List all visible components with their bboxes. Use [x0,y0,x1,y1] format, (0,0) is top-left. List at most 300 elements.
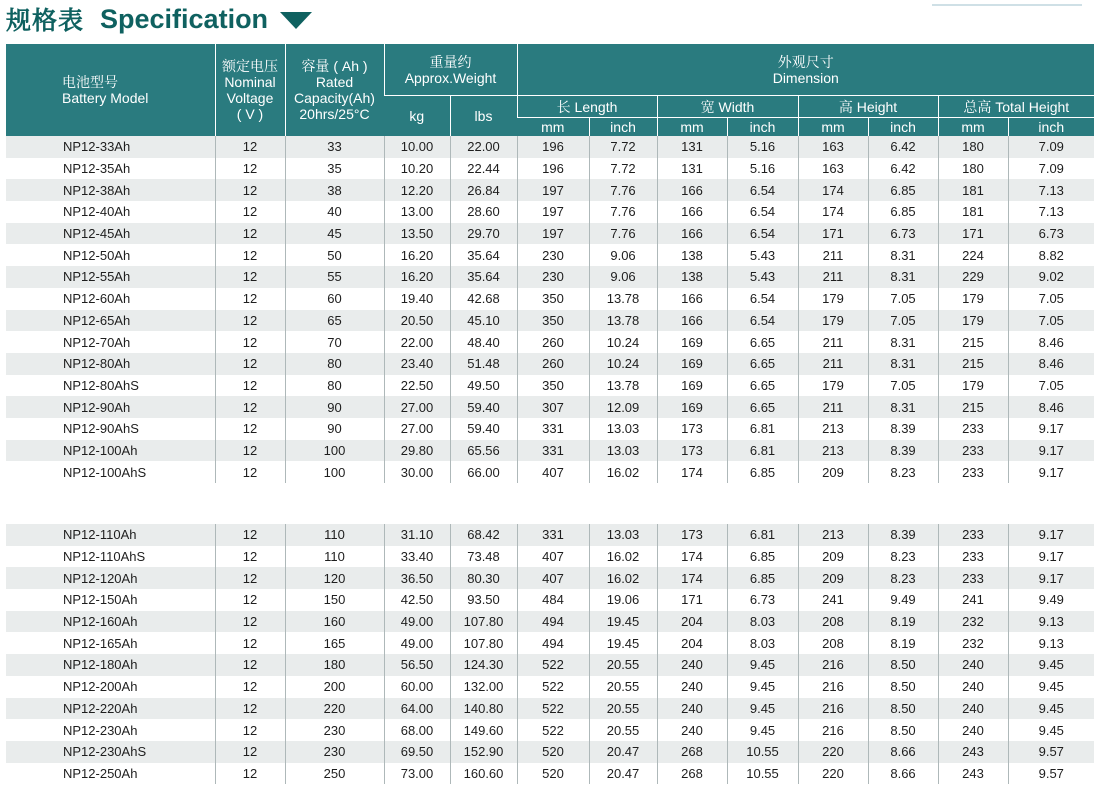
cell-capacity: 40 [285,201,384,223]
cell-weight-lbs: 152.90 [450,741,517,763]
cell-length-inch: 13.03 [589,524,657,546]
cell-weight-kg: 16.20 [384,244,450,266]
cell-width-inch: 6.65 [727,353,798,375]
cell-model: NP12-55Ah [6,266,215,288]
cell-length-mm: 350 [517,375,589,397]
cell-model: NP12-110AhS [63,549,146,565]
cell-length-mm: 522 [517,654,589,676]
table-row [6,223,1094,245]
header-battery-model: 电池型号 Battery Model [6,44,215,136]
table-row [6,676,1094,698]
cell-height-mm: 174 [798,179,868,201]
cell-length-inch: 9.06 [589,244,657,266]
cell-weight-lbs: 68.42 [450,524,517,546]
table-row [6,698,1094,720]
cell-height-mm: 216 [798,676,868,698]
cell-total-height-inch: 9.17 [1008,461,1094,483]
cell-weight-lbs: 66.00 [450,461,517,483]
cell-height-mm: 211 [798,331,868,353]
cell-weight-lbs: 124.30 [450,654,517,676]
table-row [6,396,1094,418]
cell-length-mm: 407 [517,546,589,568]
cell-total-height-inch: 7.05 [1008,375,1094,397]
cell-total-height-inch: 9.57 [1008,763,1094,785]
table-body [6,136,1094,784]
cell-voltage: 12 [215,201,285,223]
cell-weight-kg: 49.00 [384,611,450,633]
cell-weight-lbs: 160.60 [450,763,517,785]
cell-length-mm: 407 [517,461,589,483]
cell-weight-kg: 10.20 [384,158,450,180]
cell-length-inch: 16.02 [589,567,657,589]
triangle-down-icon [280,12,312,29]
cell-capacity: 100 [285,461,384,483]
cell-length-inch: 13.78 [589,288,657,310]
cell-total-height-inch: 9.45 [1008,719,1094,741]
cell-width-inch: 6.81 [727,524,798,546]
cell-weight-kg: 56.50 [384,654,450,676]
table-row [6,266,1094,288]
cell-model: NP12-250Ah [63,765,138,781]
cell-total-height-mm: 171 [938,223,1008,245]
cell-capacity: 80 [285,353,384,375]
table-row [6,310,1094,332]
cell-width-mm: 138 [657,244,727,266]
cell-width-mm: 240 [657,676,727,698]
cell-height-inch: 8.23 [868,567,938,589]
cell-length-mm: 350 [517,310,589,332]
cell-width-mm: 240 [657,698,727,720]
cell-capacity: 60 [285,288,384,310]
cell-weight-kg: 19.40 [384,288,450,310]
header-length-mm: mm [517,118,589,137]
cell-height-mm: 220 [798,741,868,763]
cell-weight-lbs: 26.84 [450,179,517,201]
table-row [6,179,1094,201]
cell-height-inch: 8.31 [868,244,938,266]
cell-weight-kg: 10.00 [384,136,450,158]
cell-voltage: 12 [215,546,285,568]
table-row [6,201,1094,223]
cell-width-inch: 6.81 [727,440,798,462]
cell-total-height-mm: 232 [938,632,1008,654]
cell-weight-lbs: 65.56 [450,440,517,462]
cell-total-height-inch: 9.13 [1008,611,1094,633]
cell-weight-kg: 13.00 [384,201,450,223]
header-length-inch: inch [589,118,657,137]
spec-table-container [6,44,1094,784]
cell-model: NP12-38Ah [6,179,215,201]
cell-total-height-mm: 179 [938,310,1008,332]
cell-total-height-inch: 7.09 [1008,136,1094,158]
cell-capacity: 150 [285,589,384,611]
cell-width-mm: 166 [657,179,727,201]
cell-total-height-mm: 215 [938,331,1008,353]
cell-total-height-mm: 224 [938,244,1008,266]
cell-weight-lbs: 45.10 [450,310,517,332]
table-header [6,44,1094,136]
cell-width-inch: 9.45 [727,719,798,741]
cell-voltage: 12 [215,266,285,288]
cell-capacity: 200 [285,676,384,698]
cell-height-inch: 8.50 [868,676,938,698]
cell-length-mm: 520 [517,763,589,785]
cell-height-mm: 216 [798,698,868,720]
cell-weight-kg: 42.50 [384,589,450,611]
cell-voltage: 12 [215,654,285,676]
cell-total-height-mm: 179 [938,288,1008,310]
cell-height-mm: 179 [798,310,868,332]
cell-height-inch: 8.23 [868,546,938,568]
cell-total-height-inch: 9.45 [1008,654,1094,676]
cell-model: NP12-65Ah [6,310,215,332]
header-nominal-voltage: 额定电压 Nominal Voltage ( V ) [215,44,285,136]
cell-length-mm: 522 [517,719,589,741]
cell-total-height-inch: 8.46 [1008,353,1094,375]
cell-width-inch: 10.55 [727,763,798,785]
cell-model: NP12-150Ah [63,592,138,608]
cell-capacity: 250 [285,763,384,785]
cell-height-inch: 6.42 [868,158,938,180]
cell-weight-kg: 30.00 [384,461,450,483]
cell-model: NP12-45Ah [6,223,215,245]
cell-capacity: 160 [285,611,384,633]
cell-height-mm: 211 [798,353,868,375]
cell-height-mm: 209 [798,567,868,589]
cell-width-inch: 5.16 [727,158,798,180]
cell-height-mm: 220 [798,763,868,785]
cell-length-mm: 331 [517,524,589,546]
cell-length-inch: 10.24 [589,331,657,353]
cell-length-mm: 307 [517,396,589,418]
cell-capacity: 100 [285,440,384,462]
cell-width-inch: 6.85 [727,546,798,568]
cell-length-inch: 7.76 [589,223,657,245]
cell-voltage: 12 [215,589,285,611]
cell-width-mm: 166 [657,223,727,245]
cell-height-mm: 211 [798,266,868,288]
table-row [6,546,1094,568]
header-width-mm: mm [657,118,727,137]
header-total-height-inch: inch [1008,118,1094,137]
cell-voltage: 12 [215,719,285,741]
cell-width-mm: 240 [657,654,727,676]
cell-length-inch: 13.78 [589,310,657,332]
cell-weight-lbs: 107.80 [450,632,517,654]
cell-height-inch: 6.73 [868,223,938,245]
cell-length-inch: 20.55 [589,698,657,720]
cell-width-inch: 5.43 [727,266,798,288]
header-dimension: 外观尺寸 Dimension [517,44,1094,96]
cell-total-height-mm: 181 [938,179,1008,201]
cell-width-mm: 169 [657,331,727,353]
cell-width-inch: 6.65 [727,331,798,353]
cell-width-mm: 171 [657,589,727,611]
cell-length-inch: 13.03 [589,440,657,462]
cell-weight-lbs: 51.48 [450,353,517,375]
cell-height-mm: 209 [798,546,868,568]
cell-length-inch: 20.47 [589,741,657,763]
cell-height-inch: 6.85 [868,179,938,201]
cell-total-height-mm: 241 [938,589,1008,611]
cell-model: NP12-165Ah [63,635,138,651]
cell-capacity: 230 [285,719,384,741]
cell-length-inch: 19.45 [589,611,657,633]
table-row [6,632,1094,654]
header-width: 宽 Width [657,96,798,118]
cell-width-inch: 6.54 [727,179,798,201]
cell-length-inch: 20.55 [589,654,657,676]
cell-weight-lbs: 22.44 [450,158,517,180]
cell-voltage: 12 [215,353,285,375]
cell-width-mm: 169 [657,353,727,375]
cell-height-inch: 7.05 [868,288,938,310]
cell-height-inch: 8.31 [868,353,938,375]
cell-total-height-mm: 179 [938,375,1008,397]
cell-height-mm: 209 [798,461,868,483]
cell-width-inch: 6.85 [727,461,798,483]
cell-weight-lbs: 93.50 [450,589,517,611]
cell-voltage: 12 [215,396,285,418]
cell-capacity: 70 [285,331,384,353]
cell-weight-kg: 12.20 [384,179,450,201]
cell-width-inch: 6.73 [727,589,798,611]
cell-model: NP12-70Ah [63,334,131,350]
cell-length-mm: 197 [517,223,589,245]
header-height-inch: inch [868,118,938,137]
cell-total-height-mm: 180 [938,136,1008,158]
cell-height-inch: 9.49 [868,589,938,611]
spec-table [6,44,1094,784]
cell-voltage: 12 [215,418,285,440]
table-row [6,353,1094,375]
cell-length-mm: 494 [517,632,589,654]
cell-weight-lbs: 149.60 [450,719,517,741]
cell-total-height-inch: 9.17 [1008,440,1094,462]
cell-weight-kg: 27.00 [384,396,450,418]
cell-model: NP12-230Ah [63,722,138,738]
cell-height-mm: 211 [798,396,868,418]
cell-height-mm: 208 [798,611,868,633]
cell-capacity: 45 [285,223,384,245]
cell-width-inch: 6.54 [727,310,798,332]
cell-width-mm: 166 [657,201,727,223]
cell-length-mm: 331 [517,440,589,462]
cell-voltage: 12 [215,741,285,763]
cell-model: NP12-80Ah [6,353,215,375]
cell-length-mm: 522 [517,698,589,720]
cell-length-mm: 484 [517,589,589,611]
cell-height-mm: 213 [798,524,868,546]
cell-total-height-mm: 180 [938,158,1008,180]
header-height: 高 Height [798,96,938,118]
cell-length-inch: 20.47 [589,763,657,785]
table-row [6,611,1094,633]
cell-width-mm: 173 [657,440,727,462]
cell-total-height-mm: 229 [938,266,1008,288]
header-width-inch: inch [727,118,798,137]
cell-model: NP12-200Ah [63,679,138,695]
cell-model: NP12-100Ah [6,440,215,462]
cell-voltage: 12 [215,136,285,158]
cell-length-inch: 7.72 [589,136,657,158]
cell-height-inch: 8.31 [868,331,938,353]
cell-capacity: 35 [285,158,384,180]
cell-width-inch: 6.54 [727,201,798,223]
cell-length-inch: 16.02 [589,546,657,568]
cell-width-inch: 8.03 [727,611,798,633]
cell-model: NP12-35Ah [63,161,131,177]
cell-voltage: 12 [215,440,285,462]
header-length: 长 Length [517,96,657,118]
cell-length-inch: 7.76 [589,201,657,223]
group-spacer [6,483,1094,524]
header-approx-weight: 重量约 Approx.Weight [384,44,517,96]
cell-capacity: 90 [285,418,384,440]
cell-total-height-inch: 8.46 [1008,396,1094,418]
group-spacer-cell [6,483,1094,524]
cell-voltage: 12 [215,288,285,310]
cell-weight-kg: 22.00 [384,331,450,353]
cell-length-mm: 350 [517,288,589,310]
table-row [6,524,1094,546]
cell-width-inch: 9.45 [727,654,798,676]
cell-voltage: 12 [215,524,285,546]
cell-length-inch: 19.06 [589,589,657,611]
cell-weight-kg: 20.50 [384,310,450,332]
cell-total-height-mm: 240 [938,654,1008,676]
cell-total-height-inch: 9.49 [1008,589,1094,611]
cell-voltage: 12 [215,179,285,201]
cell-total-height-mm: 233 [938,461,1008,483]
cell-weight-kg: 16.20 [384,266,450,288]
cell-height-mm: 179 [798,375,868,397]
cell-capacity: 80 [285,375,384,397]
cell-length-mm: 522 [517,676,589,698]
table-row [6,440,1094,462]
cell-total-height-inch: 9.13 [1008,632,1094,654]
cell-weight-kg: 49.00 [384,632,450,654]
cell-total-height-inch: 6.73 [1008,223,1094,245]
cell-width-mm: 173 [657,418,727,440]
cell-height-mm: 163 [798,136,868,158]
cell-weight-lbs: 42.68 [450,288,517,310]
cell-capacity: 55 [285,266,384,288]
cell-voltage: 12 [215,158,285,180]
cell-width-mm: 174 [657,567,727,589]
cell-height-inch: 7.05 [868,375,938,397]
title-english: Specification [100,3,269,34]
cell-height-mm: 179 [798,288,868,310]
cell-height-mm: 213 [798,440,868,462]
cell-width-inch: 6.54 [727,288,798,310]
cell-weight-lbs: 73.48 [450,546,517,568]
header-lbs: lbs [450,96,517,137]
cell-height-inch: 8.50 [868,719,938,741]
cell-total-height-inch: 9.17 [1008,418,1094,440]
cell-voltage: 12 [215,611,285,633]
cell-height-inch: 8.50 [868,698,938,720]
cell-length-mm: 331 [517,418,589,440]
cell-weight-kg: 23.40 [384,353,450,375]
cell-width-inch: 8.03 [727,632,798,654]
cell-capacity: 220 [285,698,384,720]
cell-total-height-mm: 233 [938,418,1008,440]
cell-length-mm: 260 [517,331,589,353]
cell-width-mm: 204 [657,611,727,633]
cell-capacity: 33 [285,136,384,158]
cell-model: NP12-180Ah [6,654,215,676]
cell-weight-lbs: 48.40 [450,331,517,353]
cell-total-height-mm: 243 [938,763,1008,785]
cell-length-inch: 9.06 [589,266,657,288]
cell-voltage: 12 [215,310,285,332]
cell-total-height-mm: 243 [938,741,1008,763]
cell-height-inch: 7.05 [868,310,938,332]
table-row [6,158,1094,180]
table-row [6,654,1094,676]
cell-voltage: 12 [215,375,285,397]
cell-total-height-mm: 233 [938,567,1008,589]
cell-weight-lbs: 35.64 [450,266,517,288]
cell-width-mm: 138 [657,266,727,288]
table-row [6,567,1094,589]
table-row [6,244,1094,266]
cell-model: NP12-60Ah [63,291,131,307]
cell-total-height-inch: 7.05 [1008,288,1094,310]
cell-width-mm: 268 [657,741,727,763]
cell-weight-kg: 64.00 [384,698,450,720]
cell-height-inch: 8.19 [868,611,938,633]
cell-length-mm: 230 [517,244,589,266]
cell-width-mm: 131 [657,158,727,180]
table-row [6,589,1094,611]
cell-model: NP12-110Ah [6,524,215,546]
cell-total-height-mm: 233 [938,524,1008,546]
cell-length-inch: 13.03 [589,418,657,440]
cell-height-mm: 211 [798,244,868,266]
table-row [6,375,1094,397]
cell-voltage: 12 [215,244,285,266]
cell-voltage: 12 [215,331,285,353]
cell-height-inch: 8.66 [868,741,938,763]
decorative-line [932,4,1082,6]
table-row [6,719,1094,741]
cell-width-inch: 5.43 [727,244,798,266]
cell-height-mm: 163 [798,158,868,180]
cell-width-inch: 5.16 [727,136,798,158]
table-row [6,288,1094,310]
cell-model: NP12-230AhS [6,741,215,763]
table-row [6,136,1094,158]
cell-weight-lbs: 22.00 [450,136,517,158]
cell-height-inch: 8.31 [868,396,938,418]
header-height-mm: mm [798,118,868,137]
cell-total-height-inch: 7.05 [1008,310,1094,332]
cell-weight-kg: 36.50 [384,567,450,589]
cell-weight-kg: 73.00 [384,763,450,785]
cell-height-mm: 174 [798,201,868,223]
table-row [6,461,1094,483]
cell-weight-lbs: 59.40 [450,396,517,418]
cell-total-height-mm: 233 [938,440,1008,462]
cell-total-height-mm: 215 [938,353,1008,375]
cell-length-inch: 13.78 [589,375,657,397]
cell-length-mm: 197 [517,201,589,223]
cell-voltage: 12 [215,223,285,245]
cell-length-inch: 19.45 [589,632,657,654]
cell-weight-kg: 13.50 [384,223,450,245]
